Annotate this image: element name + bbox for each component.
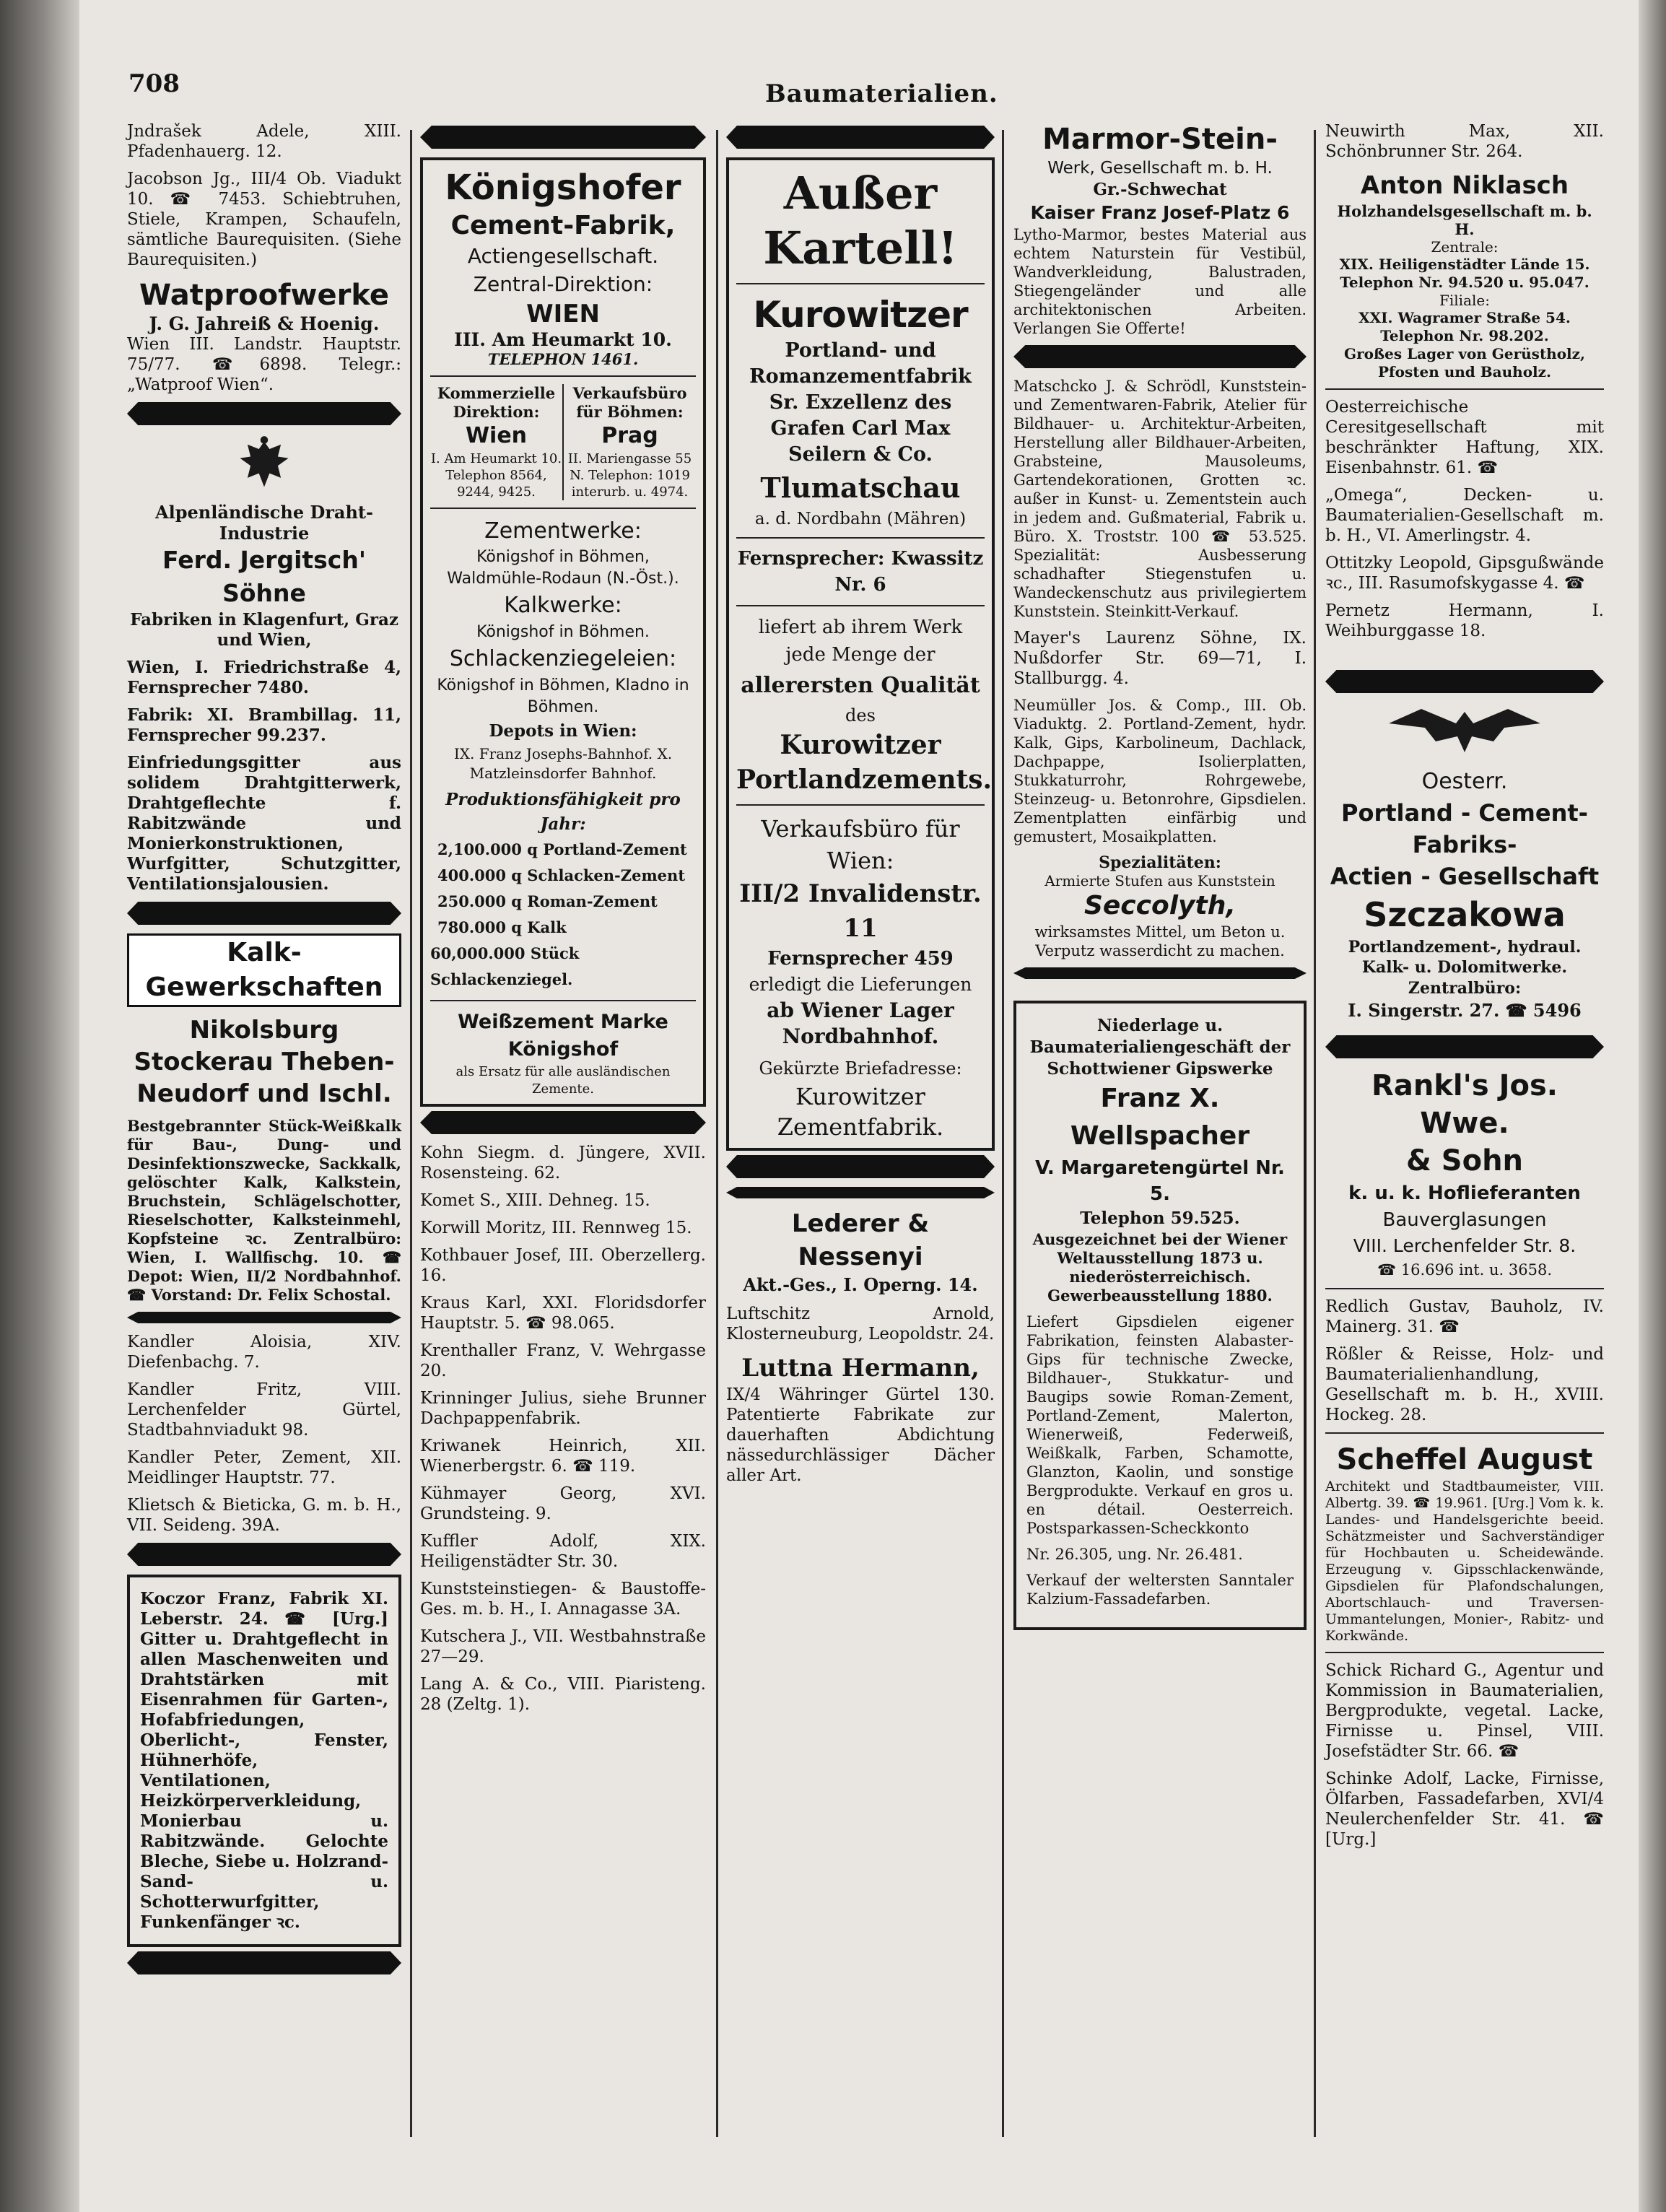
ad-body: Liefert Gipsdielen eigener Fabrikation, feinsten Alabaster-Gips für technische Zwecke, Bildhauer-, Stukkatur- und Baugips sowie Roman-Zement, Portland-Zement, Malerton, Wienerweiß, Federweiß, Weißkalk, Farben, Schamotte, Glanzton, Kaolin, und sonstige Bergprodukte. Verkauf en gros u. en détail. Oesterreich. Postsparkassen-Scheckkonto [1026,1313,1294,1537]
ad-line: liefert ab ihrem Werk jede Menge der [758,617,963,666]
ornament-bar [1325,670,1604,693]
ad-line: erledigt die Lieferungen [749,974,972,995]
ornament-bar [726,126,995,149]
ad-right [562,384,696,500]
divider [430,375,696,377]
ad-headline: Außer [783,167,938,219]
ad-body: Wien III. Landstr. Hauptstr. 75/77. ☎6898. Telegr.: „Watproof Wien“. [127,335,401,394]
ad-two-columns [430,384,696,500]
ad-title: Watproofwerke [139,279,389,312]
entry: Komet S., XIII. Dehneg. 15. [420,1191,650,1210]
ad-line: Wien, I. Friedrichstraße 4, Fernsprecher 7480. [127,658,401,697]
ad-line: IX. Franz Josephs-Bahnhof. X. Matzleinsdorfer Bahnhof. [453,745,673,782]
entry: Krenthaller Franz, V. Wehrgasse 20. [420,1341,706,1380]
ad-line: wirksamstes Mittel, um Beton u. Verputz wasserdicht zu machen. [1034,923,1286,959]
entry: Luftschitz Arnold, Klosterneuburg, Leopoldstr. 24. [726,1305,995,1344]
ornament-bar [1013,345,1307,368]
ad-line: Fabrik: XI. Brambillag. 11, Fernsprecher 99.237. [127,705,401,745]
entry: Kriwanek Heinrich, XII. Wienerbergstr. 6. ☎ 119. [420,1437,706,1476]
ad-heading: Filiale: [1439,292,1490,309]
entry: Kutschera J., VII. Westbahnstraße 27—29. [420,1627,706,1666]
koczor-ad [127,1575,401,1947]
column-rule [716,130,718,2137]
ad-line: Akt.-Ges., I. Operng. 14. [743,1274,978,1295]
ad-production-line: 60,000.000 Stück Schlackenziegel. [430,944,580,988]
ad-production-line: 2,100.000 q Portland-Zement [437,840,687,858]
entry: Pernetz Hermann, I. Weihburggasse 18. [1325,601,1604,640]
ad-production-line: 780.000 q Kalk [437,918,567,936]
entry: Redlich Gustav, Bauholz, IV. Mainerg. 31. ☎ [1325,1297,1604,1336]
ad-product: Seccolyth, [1083,891,1237,920]
ornament-bar [127,402,401,425]
ad-line: Gekürzte Briefadresse: [759,1058,962,1079]
column-4 [1013,121,1307,1630]
divider [736,605,985,606]
column-3 [726,121,995,1493]
ad-firm: Franz X. Wellspacher [1070,1084,1250,1151]
entry: Oesterreichische Ceresitgesellschaft mit beschränkter Haftung, XIX. Eisenbahnstr. 61. ☎ [1325,398,1604,477]
ad-firm: Luttna Hermann, [741,1354,980,1382]
ad-line: XXI. Wagramer Straße 54. Telephon Nr. 98.202. [1358,309,1571,344]
entry: Kohn Siegm. d. Jüngere, XVII. Rosensteing. 62. [420,1144,706,1183]
ad-firm: & Sohn [1405,1144,1524,1177]
ad-right-heading: Verkaufsbüro für Böhmen: [572,384,687,421]
ad-production-line: 250.000 q Roman-Zement [437,892,658,910]
ad-line: Fabriken in Klagenfurt, Graz und Wien, [130,610,398,650]
ad-heading: Zentrale: [1431,238,1499,256]
ad-title: Weißzement Marke Königshof [458,1011,668,1061]
ad-line: ab Wiener Lager Nordbahnhof. [767,998,954,1048]
entry: Schinke Adolf, Lacke, Firnisse, Ölfarben, Fassadefarben, XVI/4 Neulerchenfelder Str. 41. ☎ [Urg.] [1325,1769,1604,1849]
ad-phone: Fernsprecher 459 [767,948,954,970]
column-1 [127,121,401,1983]
ad-line: als Ersatz für alle ausländischen Zemente. [455,1064,671,1097]
ad-firm: Marmor-Stein- [1042,123,1278,156]
ad-line: Portland - Cement- [1341,799,1588,827]
ornament-bar [420,126,706,149]
double-eagle-icon [234,434,295,495]
ad-phone: Telephon 59.525. [1080,1209,1240,1228]
entry: Korwill Moritz, III. Rennweg 15. [420,1219,692,1237]
ad-heading: Depots in Wien: [489,721,637,741]
ad-heading: Spezialitäten: [1099,853,1221,872]
ad-subtitle: J. G. Jahreiß & Hoenig. [149,313,380,334]
divider [1325,1288,1604,1289]
ad-firm: Lederer & Nessenyi [791,1209,930,1271]
entry: Ottitzky Leopold, Gipsgußwände ꝛc., III. Rasumofskygasse 4. ☎ [1325,554,1604,593]
entry: Kraus Karl, XXI. Floridsdorfer Hauptstr. 5. ☎ 98.065. [420,1294,706,1333]
ad-body: IX/4 Währinger Gürtel 130. Patentierte Fabrikate zur dauerhaften Abdichtung nässedurchlässiger Dächer aller Art. [726,1385,995,1485]
ad-body: Koczor Franz, Fabrik XI. Leberstr. 24. ☎ [Urg.] Gitter u. Drahtgeflecht in allen Maschenweiten und Drahtstärken mit Eisenrahmen für Garten-, Hofabfriedungen, Oberlicht-, Fenster, Hühnerhöfe, Ventilationen, Heizkörperverkleidung, Monierbau u. Rabitzwände. Gelochte Bleche, Siebe u. Holzrand-Sand- u. Schotterwurfgitter, Funkenfänger ꝛc. [140,1589,388,1932]
ad-description: Portland- und Romanzementfabrik Sr. Exzellenz des Grafen Carl Max Seilern & Co. [749,339,972,466]
ad-heading: Schlackenziegeleien: [449,646,677,671]
ad-firm: Szczakowa [1364,895,1566,934]
divider [1325,1652,1604,1653]
ad-line: Königshof in Böhmen, Kladno in Böhmen. [437,676,689,716]
entry: Mayer's Laurenz Söhne, IX. Nußdorfer Str. 69—71, I. Stallburgg. 4. [1013,629,1307,688]
entry: Kandler Fritz, VIII. Lerchenfelder Gürtel, Stadtbahnviadukt 98. [127,1380,401,1440]
column-rule [1314,130,1316,2137]
ad-phone: Fernsprecher: Kwassitz Nr. 6 [737,548,984,596]
ornament-bar [726,1155,995,1178]
ad-heading: Zementwerke: [484,518,642,544]
entry: Neuwirth Max, XII. Schönbrunner Str. 264. [1325,122,1604,161]
ornament-bar [726,1187,995,1198]
ad-line: Gr.-Schwechat [1093,180,1227,199]
ad-line: Fabriks- [1412,831,1517,858]
entry: Kuffler Adolf, XIX. Heiligenstädter Str. 30. [420,1532,706,1571]
entry: Lang A. & Co., VIII. Piaristeng. 28 (Zeltg. 1). [420,1675,706,1714]
ad-firm: Ferd. Jergitsch' Söhne [162,546,366,607]
ad-left [430,384,562,500]
ad-body: Architekt und Stadtbaumeister, VIII. Albertg. 39. ☎ 19.961. [Urg.] Vom k. k. Landes- und Handelsgerichte beeid. Schätzmeister und Sachverständiger für Hochbauten u. Scheidewände. Erzeugung v. Gipsschlackenwände, Gipsdielen für Plafondschalungen, Abortschlauch- und Traversen-Ummantelungen, Monier-, Rabitz- und Korkwände. [1325,1479,1604,1644]
ad-heading: Produktionsfähigkeit pro Jahr: [445,790,681,834]
ad-body: Bestgebrannter Stück-Weißkalk für Bau-, Dung- und Desinfektionszwecke, Sackkalk, gelöschter Kalk, Kalkstein, Bruchstein, Schlägelschotter, Rieselschotter, Kalksteinmehl, Kopfsteine ꝛc. Zentralbüro: Wien, I. Wallfischg. 10. ☎ Depot: Wien, II/2 Nordbahnhof. ☎ Vorstand: Dr. Felix Schostal. [127,1117,401,1304]
entry: „Omega“, Decken- u. Baumaterialien-Gesellschaft m. b. H., VI. Amerlingstr. 4. [1325,486,1604,545]
ad-firm: Scheffel August [1336,1443,1593,1476]
ornament-bar [127,902,401,925]
ad-heading: Zentral-Direktion: [473,272,653,296]
ornament-bar [1013,967,1307,979]
ad-line: Einfriedungsgitter aus solidem Drahtgitterwerk, Drahtgeflechte f. Rabitzwände und Monierkonstruktionen, Wurfgitter, Schutzgitter, Ventilationsjalousien. [127,753,401,894]
ornament-bar [127,1543,401,1566]
ad-line: Armierte Stufen aus Kunststein [1044,872,1275,889]
ad-title: Niederlage u. Baumaterialiengeschäft der Schottwiener Gipswerke [1029,1016,1291,1079]
ad-title: Cement-Fabrik, [450,211,676,240]
ornament-bar [420,1111,706,1134]
ad-body: Lytho-Marmor, bestes Material aus echtem Naturstein für Vestibül, Wandverkleidung, Balustraden, Stiegengeländer und alle architektonischen Arbeiten. Verlangen Sie Offerte! [1013,226,1307,337]
ad-line: Nr. 26.305, ung. Nr. 26.481. [1026,1546,1243,1563]
column-rule [410,130,412,2137]
divider [1325,1432,1604,1434]
entry: Jacobson Jg., III/4 Ob. Viadukt 10. ☎ 7453. Schiebtruhen, Stiele, Krampen, Schaufeln, sämtliche Baurequisiten. (Siehe Baurequisiten.) [127,170,401,269]
ad-firm: Anton Niklasch [1360,171,1569,200]
ad-left-heading: Kommerzielle Direktion: [437,384,556,421]
entry: Kühmayer Georg, XVI. Grundsteing. 9. [420,1484,706,1523]
running-head: Baumaterialien. [765,79,998,108]
ad-phone: ☎ 16.696 int. u. 3658. [1377,1261,1552,1279]
ad-address: III. Am Heumarkt 10. [454,329,672,350]
ad-line: allerersten Qualität [741,673,980,698]
ad-subtitle: Actiengesellschaft. [467,244,659,268]
entry: Krinninger Julius, siehe Brunner Dachpappenfabrik. [420,1389,706,1428]
ad-firm: Rankl's Jos. Wwe. [1371,1069,1558,1140]
column-rule [1002,130,1004,2137]
ad-line: Bauverglasungen [1382,1209,1547,1231]
kurowitzer-ad [726,157,995,1151]
entry: Rößler & Reisse, Holz- und Baumaterialienhandlung, Gesellschaft m. b. H., XVIII. Hockeg. 28. [1325,1345,1604,1424]
ad-left-city: Wien [465,423,528,448]
ad-firm: Kurowitzer [753,294,968,336]
column-5 [1325,121,1604,1857]
entry: Kunststeinstiegen- & Baustoffe-Ges. m. b. H., I. Annagasse 3A. [420,1580,706,1619]
ad-title: Alpenländische Draht-Industrie [155,502,373,544]
divider [736,804,985,806]
ad-phone: TELEPHON 1461. [487,350,639,368]
koenigshofer-ad [420,157,706,1107]
ad-place: Tlumatschau [760,471,961,504]
ad-line: Holzhandelsgesellschaft m. b. H. [1337,202,1592,238]
ad-production-line: 400.000 q Schlacken-Zement [437,866,686,884]
ad-address: III/2 Invalidenstr. 11 [739,879,982,943]
ad-line: Königshof in Böhmen, Waldmühle-Rodaun (N.-Öst.). [447,548,679,588]
ad-line: Ausgezeichnet bei der Wiener Weltausstellung 1873 u. niederösterreichisch. Gewerbeausstellung 1880. [1032,1230,1288,1305]
ad-title: Kalk-Gewerkschaften [127,933,401,1007]
column-2 [420,121,706,1722]
ad-line: Königshof in Böhmen. [476,623,650,641]
divider [1325,388,1604,390]
entry: Matschcko J. & Schrödl, Kunststein- und Zementwaren-Fabrik, Atelier für Bildhauer- u. Architektur-Arbeiten, Herstellung aller Bildhauer-Arbeiten, Grabsteine, Mausoleums, Gartendekorationen, Grotten ꝛc. außer in Kunst- u. Zementstein auch in jedem and. Gußmaterial, Fabrik u. Büro. X. Troststr. 100 ☎ 53.525. Spezialität: Ausbesserung schadhafter Stiegenstufen u. Wandeckenschutz aus privilegiertem Kunststein. Steinkitt-Verkauf. [1013,378,1307,620]
ad-line: Werk, Gesellschaft m. b. H. [1047,159,1273,178]
ad-heading: Zentralbüro: [1408,979,1522,998]
divider [430,1000,696,1001]
ornament-bar [127,1312,401,1323]
ad-firm: Königshofer [445,167,681,208]
entry: Kandler Peter, Zement, XII. Meidlinger Hauptstr. 77. [127,1448,401,1487]
entry: Schick Richard G., Agentur und Kommission in Baumaterialien, Bergprodukte, vegetal. Lacke, Firnisse u. Pinsel, VIII. Josefstädter Str. 66. ☎ [1325,1661,1604,1761]
entry: Kandler Aloisia, XIV. Diefenbachg. 7. [127,1333,401,1372]
ad-address: VIII. Lerchenfelder Str. 8. [1353,1235,1576,1256]
ad-right-city: Prag [601,423,658,448]
ad-headline: Kartell! [763,222,958,274]
divider [736,537,985,539]
page-number: 708 [128,69,180,98]
ad-line: Oesterr. [1421,769,1508,794]
ad-address: I. Singerstr. 27. ☎ 5496 [1348,1000,1582,1021]
ad-places: Nikolsburg Stockerau Theben-Neudorf und Ischl. [134,1016,395,1108]
entry: Kothbauer Josef, III. Oberzellerg. 16. [420,1246,706,1285]
ornament-bar [127,1951,401,1974]
ad-line: Großes Lager von Gerüstholz, Pfosten und Bauholz. [1344,345,1585,380]
book-spine [0,0,79,2212]
ad-address: Kaiser Franz Josef-Platz 6 [1030,202,1290,223]
ad-line: XIX. Heiligenstädter Lände 15. Telephon Nr. 94.520 u. 95.047. [1339,256,1590,291]
ad-line: Kurowitzer Zementfabrik. [777,1083,944,1141]
divider [430,508,696,509]
divider [736,283,985,284]
ad-heading: Verkaufsbüro für Wien: [761,815,960,874]
page-edge [1639,0,1666,2212]
ad-city: WIEN [526,300,600,328]
ad-heading: Kalkwerke: [504,593,622,618]
ad-line: k. u. k. Hoflieferanten [1348,1183,1581,1204]
ad-line: des [845,705,876,726]
ad-address: V. Margaretengürtel Nr. 5. [1035,1157,1285,1205]
entry: Neumüller Jos. & Comp., III. Ob. Viaduktg. 2. Portland-Zement, hydr. Kalk, Gips, Karbolineum, Dachlack, Dachpappe, Isolierplatten, Stukkaturrohr, Rohrgewebe, Steinzeug- u. Betonrohre, Gipsdielen. Zementplatten einfärbig und gemustert, Mosaikplatten. [1013,697,1307,845]
ad-right-address: II. Mariengasse 55 N. Telephon: 1019 interurb. u. 4974. [567,451,692,500]
ornament-bar [1325,1035,1604,1058]
ad-line: Verkauf der weltersten Sanntaler Kalzium-Fassadefarben. [1026,1572,1294,1608]
entry: Klietsch & Bieticka, G. m. b. H., VII. Seideng. 39A. [127,1496,401,1535]
ad-left-address: I. Am Heumarkt 10. Telephon 8564, 9244, 9425. [430,451,562,500]
ad-line: Actien - Gesellschaft [1330,863,1600,890]
ad-line: Portlandzement-, hydraul. Kalk- u. Dolomitwerke. [1348,938,1582,977]
ad-line: Kurowitzer Portlandzements. [736,730,993,795]
wellspacher-ad [1013,1001,1307,1630]
ad-place-note: a. d. Nordbahn (Mähren) [754,510,967,528]
entry: Jndrašek Adele, XIII. Pfadenhauerg. 12. [127,122,401,161]
double-eagle-icon [1385,702,1544,759]
